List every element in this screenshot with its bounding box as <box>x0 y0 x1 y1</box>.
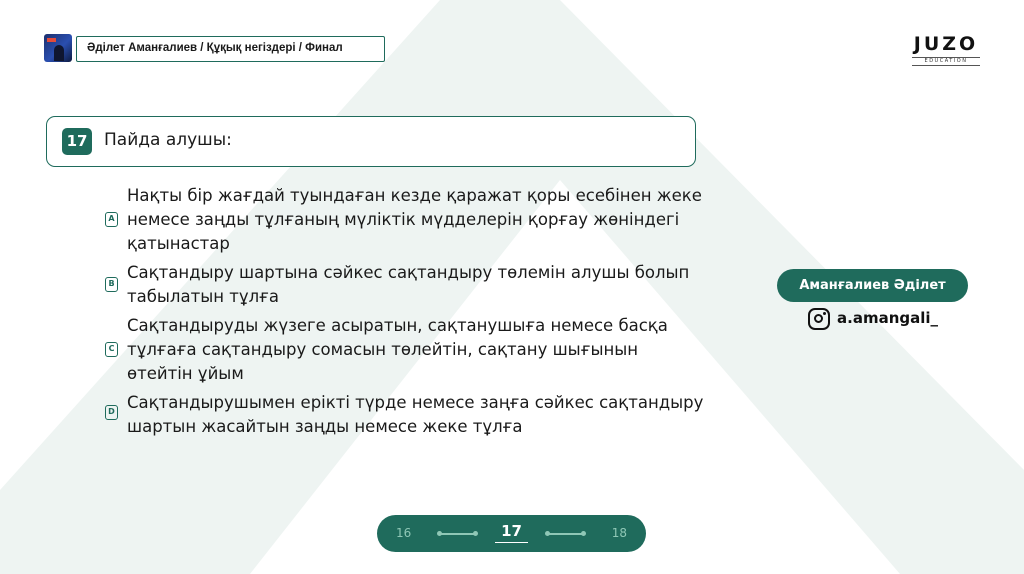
thumbnail-figure <box>54 45 64 61</box>
question-number-badge: 17 <box>62 128 92 155</box>
slide-pager <box>377 515 646 552</box>
pager-divider-right <box>547 533 584 535</box>
answer-letter-badge: C <box>105 342 118 357</box>
author-thumbnail <box>44 34 72 62</box>
thumbnail-badge <box>47 38 56 42</box>
logo-subtitle: EDUCATION <box>912 57 980 66</box>
next-page-button[interactable]: 18 <box>611 526 627 540</box>
brand-logo <box>906 34 986 66</box>
answer-text: Нақты бір жағдай туындаған кезде қаражат қоры есебінен жеке немесе заңды тұлғаның мүліктік мүдделерін қорғау жөніндегі қатынастар <box>127 186 702 253</box>
prev-page-button[interactable]: 16 <box>396 526 412 540</box>
answer-letter-badge: B <box>105 277 118 292</box>
instagram-handle: a.amangali_ <box>837 309 939 327</box>
answer-text: Сақтандырушымен ерікті түрде немесе заңға сәйкес сақтандыру шартын жасайтын заңды немесе жеке тұлға <box>127 393 704 436</box>
question-text: Пайда алушы: <box>104 130 232 150</box>
instagram-icon-dot <box>823 312 826 315</box>
answer-text: Сақтандыруды жүзеге асыратын, сақтанушыға немесе басқа тұлғаға сақтандыру сомасын төлейтін, сақтану шығынын өтейтін ұйым <box>127 316 668 383</box>
instagram-icon-lens <box>814 314 823 323</box>
answer-text: Сақтандыру шартына сәйкес сақтандыру төлемін алушы болып табылатын тұлға <box>127 263 690 306</box>
answer-option-c[interactable] <box>105 314 705 386</box>
instagram-icon <box>808 308 830 330</box>
answer-option-a[interactable] <box>105 184 705 256</box>
answer-letter-badge: A <box>105 212 118 227</box>
author-name-pill: Аманғалиев Әділет <box>777 269 968 302</box>
logo-wordmark: JUZO <box>913 33 979 55</box>
answer-letter-badge: D <box>105 405 118 420</box>
pager-divider-left <box>439 533 476 535</box>
question-box <box>46 116 696 167</box>
answer-option-d[interactable] <box>105 391 705 439</box>
answer-option-b[interactable] <box>105 261 705 309</box>
breadcrumb: Әділет Аманғалиев / Құқық негіздері / Финал <box>76 36 385 62</box>
current-page-number: 17 <box>495 522 528 543</box>
